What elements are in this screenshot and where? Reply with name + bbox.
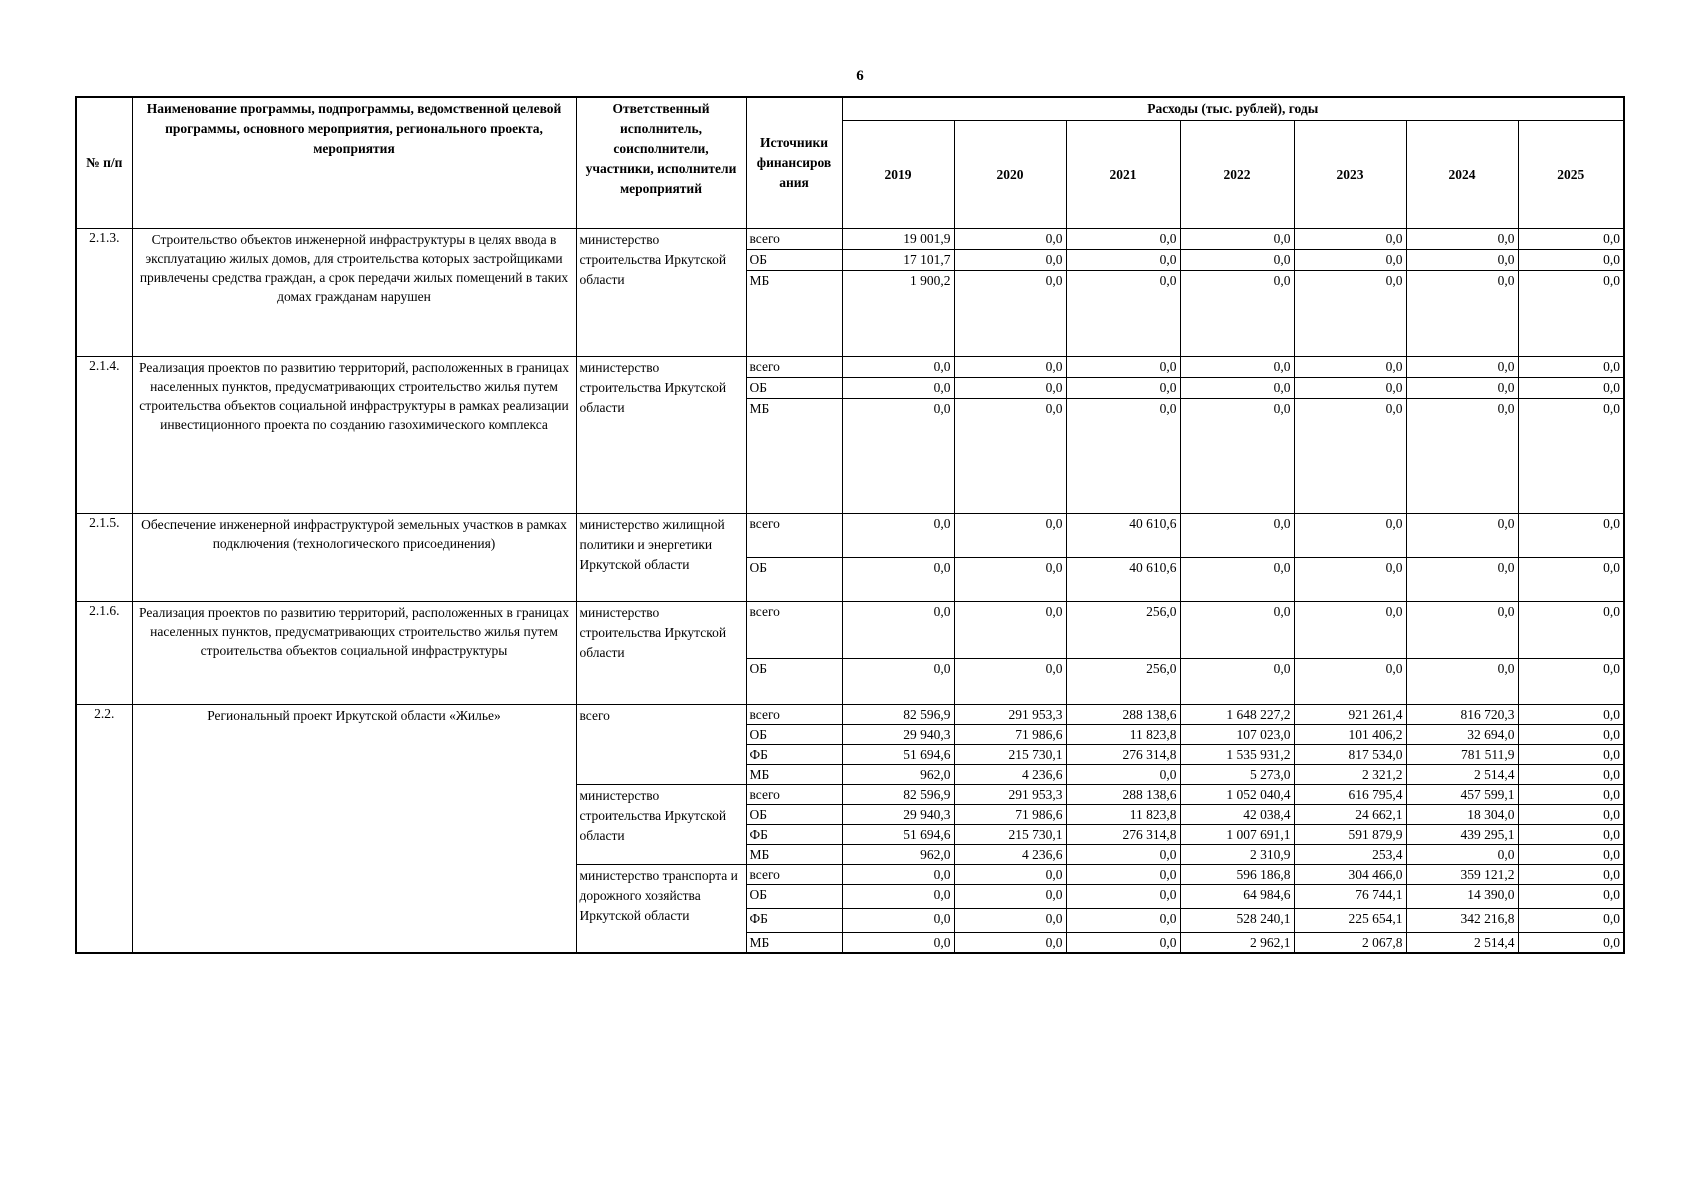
expense-value-2022: 0,0 xyxy=(1180,514,1294,558)
expense-value-2021: 288 138,6 xyxy=(1066,785,1180,805)
expense-value-2023: 304 466,0 xyxy=(1294,865,1406,885)
expense-value-2021: 40 610,6 xyxy=(1066,514,1180,558)
expense-value-2024: 0,0 xyxy=(1406,357,1518,378)
expense-value-2025: 0,0 xyxy=(1518,705,1624,725)
header-num: № п/п xyxy=(76,97,132,229)
expense-value-2024: 781 511,9 xyxy=(1406,745,1518,765)
expense-value-2023: 225 654,1 xyxy=(1294,909,1406,933)
funding-source: МБ xyxy=(746,271,842,357)
expense-value-2024: 0,0 xyxy=(1406,558,1518,602)
expense-value-2019: 0,0 xyxy=(842,933,954,954)
expense-value-2019: 0,0 xyxy=(842,909,954,933)
expense-value-2022: 0,0 xyxy=(1180,357,1294,378)
responsible-executor: министерство жилищной политики и энергетики Иркутской области xyxy=(576,514,746,602)
expense-value-2022: 0,0 xyxy=(1180,659,1294,705)
expense-value-2024: 0,0 xyxy=(1406,378,1518,399)
expense-value-2025: 0,0 xyxy=(1518,745,1624,765)
expense-value-2019: 0,0 xyxy=(842,399,954,514)
expense-value-2022: 42 038,4 xyxy=(1180,805,1294,825)
expense-value-2019: 0,0 xyxy=(842,865,954,885)
expense-value-2024: 816 720,3 xyxy=(1406,705,1518,725)
header-year: 2023 xyxy=(1294,121,1406,229)
expense-value-2024: 0,0 xyxy=(1406,514,1518,558)
expense-value-2025: 0,0 xyxy=(1518,765,1624,785)
expense-value-2020: 0,0 xyxy=(954,514,1066,558)
funding-source: МБ xyxy=(746,399,842,514)
funding-source: МБ xyxy=(746,765,842,785)
header-year: 2020 xyxy=(954,121,1066,229)
expense-value-2023: 253,4 xyxy=(1294,845,1406,865)
expense-value-2019: 1 900,2 xyxy=(842,271,954,357)
expense-value-2020: 215 730,1 xyxy=(954,745,1066,765)
table-row xyxy=(76,705,1624,725)
expense-value-2019: 0,0 xyxy=(842,659,954,705)
expense-value-2025: 0,0 xyxy=(1518,357,1624,378)
expense-value-2020: 0,0 xyxy=(954,909,1066,933)
header-responsible: Ответственный исполнитель, соисполнители, участники, исполнители мероприятий xyxy=(576,97,746,229)
expense-value-2025: 0,0 xyxy=(1518,805,1624,825)
expense-value-2020: 0,0 xyxy=(954,399,1066,514)
expense-value-2024: 0,0 xyxy=(1406,845,1518,865)
funding-source: ОБ xyxy=(746,659,842,705)
funding-source: ОБ xyxy=(746,250,842,271)
funding-source: ФБ xyxy=(746,909,842,933)
row-name: Обеспечение инженерной инфраструктурой земельных участков в рамках подключения (технологического присоединения) xyxy=(132,514,576,602)
expense-value-2023: 0,0 xyxy=(1294,602,1406,659)
funding-source: ОБ xyxy=(746,558,842,602)
funding-source: всего xyxy=(746,865,842,885)
expense-value-2023: 0,0 xyxy=(1294,399,1406,514)
expense-value-2021: 0,0 xyxy=(1066,271,1180,357)
table-row xyxy=(76,602,1624,659)
header-year: 2022 xyxy=(1180,121,1294,229)
header-year: 2021 xyxy=(1066,121,1180,229)
expense-value-2019: 29 940,3 xyxy=(842,725,954,745)
expense-value-2025: 0,0 xyxy=(1518,825,1624,845)
funding-source: ОБ xyxy=(746,805,842,825)
expense-value-2023: 0,0 xyxy=(1294,357,1406,378)
funding-source: всего xyxy=(746,602,842,659)
expense-value-2020: 215 730,1 xyxy=(954,825,1066,845)
expense-value-2021: 256,0 xyxy=(1066,602,1180,659)
expense-value-2025: 0,0 xyxy=(1518,725,1624,745)
expense-value-2022: 0,0 xyxy=(1180,271,1294,357)
expense-value-2025: 0,0 xyxy=(1518,250,1624,271)
table-row xyxy=(76,229,1624,250)
expense-value-2021: 0,0 xyxy=(1066,885,1180,909)
expense-value-2021: 276 314,8 xyxy=(1066,825,1180,845)
row-number: 2.1.6. xyxy=(76,602,132,705)
expense-value-2025: 0,0 xyxy=(1518,865,1624,885)
expense-value-2025: 0,0 xyxy=(1518,845,1624,865)
funding-source: всего xyxy=(746,705,842,725)
expense-value-2024: 14 390,0 xyxy=(1406,885,1518,909)
expense-value-2022: 596 186,8 xyxy=(1180,865,1294,885)
expense-value-2022: 528 240,1 xyxy=(1180,909,1294,933)
expense-value-2022: 0,0 xyxy=(1180,229,1294,250)
funding-source: ФБ xyxy=(746,745,842,765)
expense-value-2021: 11 823,8 xyxy=(1066,805,1180,825)
expense-value-2021: 0,0 xyxy=(1066,250,1180,271)
expense-value-2024: 0,0 xyxy=(1406,602,1518,659)
header-name: Наименование программы, подпрограммы, ведомственной целевой программы, основного мероприятия, регионального проекта, мероприятия xyxy=(132,97,576,229)
expense-value-2023: 0,0 xyxy=(1294,659,1406,705)
row-name: Строительство объектов инженерной инфраструктуры в целях ввода в эксплуатацию жилых домов, для строительства которых застройщиками привлечены средства граждан, а срок передачи жилых помещений в таких домах гражданам нарушен xyxy=(132,229,576,357)
expense-value-2019: 17 101,7 xyxy=(842,250,954,271)
header-sources: Источники финансиров ания xyxy=(746,97,842,229)
expense-value-2021: 0,0 xyxy=(1066,357,1180,378)
expense-value-2024: 0,0 xyxy=(1406,250,1518,271)
expense-value-2024: 0,0 xyxy=(1406,229,1518,250)
expense-value-2020: 0,0 xyxy=(954,378,1066,399)
expense-value-2021: 0,0 xyxy=(1066,399,1180,514)
expense-value-2019: 82 596,9 xyxy=(842,785,954,805)
expense-value-2019: 0,0 xyxy=(842,514,954,558)
expense-value-2024: 359 121,2 xyxy=(1406,865,1518,885)
row-number: 2.1.3. xyxy=(76,229,132,357)
expense-value-2023: 0,0 xyxy=(1294,250,1406,271)
expense-value-2022: 1 648 227,2 xyxy=(1180,705,1294,725)
expense-value-2021: 0,0 xyxy=(1066,909,1180,933)
expense-value-2022: 2 310,9 xyxy=(1180,845,1294,865)
expense-value-2024: 0,0 xyxy=(1406,399,1518,514)
table-row xyxy=(76,357,1624,378)
expense-value-2023: 0,0 xyxy=(1294,514,1406,558)
expense-value-2020: 0,0 xyxy=(954,659,1066,705)
budget-table xyxy=(75,96,1625,954)
header-year: 2019 xyxy=(842,121,954,229)
expense-value-2019: 19 001,9 xyxy=(842,229,954,250)
expense-value-2019: 51 694,6 xyxy=(842,745,954,765)
expense-value-2023: 2 067,8 xyxy=(1294,933,1406,954)
responsible-executor: министерство строительства Иркутской области xyxy=(576,229,746,357)
expense-value-2023: 0,0 xyxy=(1294,378,1406,399)
expense-value-2025: 0,0 xyxy=(1518,399,1624,514)
expense-value-2025: 0,0 xyxy=(1518,558,1624,602)
header-expenses: Расходы (тыс. рублей), годы xyxy=(842,97,1624,121)
expense-value-2023: 921 261,4 xyxy=(1294,705,1406,725)
expense-value-2019: 0,0 xyxy=(842,885,954,909)
funding-source: МБ xyxy=(746,845,842,865)
expense-value-2020: 0,0 xyxy=(954,558,1066,602)
row-name: Реализация проектов по развитию территорий, расположенных в границах населенных пунктов, предусматривающих строительство жилья путем строительства объектов социальной инфраструктуры в рамках реализации инвестиционного проекта по созданию газохимического комплекса xyxy=(132,357,576,514)
expense-value-2023: 591 879,9 xyxy=(1294,825,1406,845)
expense-value-2024: 32 694,0 xyxy=(1406,725,1518,745)
funding-source: ОБ xyxy=(746,378,842,399)
expense-value-2022: 1 007 691,1 xyxy=(1180,825,1294,845)
expense-value-2025: 0,0 xyxy=(1518,229,1624,250)
expense-value-2022: 5 273,0 xyxy=(1180,765,1294,785)
expense-value-2020: 0,0 xyxy=(954,865,1066,885)
expense-value-2022: 0,0 xyxy=(1180,602,1294,659)
row-name: Реализация проектов по развитию территорий, расположенных в границах населенных пунктов, предусматривающих строительство жилья путем строительства объектов социальной инфраструктуры xyxy=(132,602,576,705)
expense-value-2020: 0,0 xyxy=(954,271,1066,357)
expense-value-2023: 2 321,2 xyxy=(1294,765,1406,785)
expense-value-2020: 0,0 xyxy=(954,250,1066,271)
expense-value-2025: 0,0 xyxy=(1518,602,1624,659)
expense-value-2023: 616 795,4 xyxy=(1294,785,1406,805)
expense-value-2025: 0,0 xyxy=(1518,933,1624,954)
expense-value-2021: 0,0 xyxy=(1066,845,1180,865)
expense-value-2019: 0,0 xyxy=(842,357,954,378)
expense-value-2024: 439 295,1 xyxy=(1406,825,1518,845)
expense-value-2023: 0,0 xyxy=(1294,558,1406,602)
row-number: 2.2. xyxy=(76,705,132,954)
expense-value-2020: 291 953,3 xyxy=(954,705,1066,725)
expense-value-2025: 0,0 xyxy=(1518,271,1624,357)
expense-value-2021: 0,0 xyxy=(1066,229,1180,250)
funding-source: ОБ xyxy=(746,725,842,745)
expense-value-2020: 71 986,6 xyxy=(954,725,1066,745)
expense-value-2020: 4 236,6 xyxy=(954,845,1066,865)
expense-value-2025: 0,0 xyxy=(1518,659,1624,705)
expense-value-2020: 0,0 xyxy=(954,602,1066,659)
expense-value-2021: 256,0 xyxy=(1066,659,1180,705)
expense-value-2024: 2 514,4 xyxy=(1406,765,1518,785)
expense-value-2024: 457 599,1 xyxy=(1406,785,1518,805)
expense-value-2023: 817 534,0 xyxy=(1294,745,1406,765)
expense-value-2022: 0,0 xyxy=(1180,250,1294,271)
expense-value-2021: 0,0 xyxy=(1066,933,1180,954)
funding-source: всего xyxy=(746,229,842,250)
expense-value-2020: 0,0 xyxy=(954,885,1066,909)
responsible-executor: министерство строительства Иркутской области xyxy=(576,357,746,514)
expense-value-2022: 0,0 xyxy=(1180,399,1294,514)
expense-value-2020: 4 236,6 xyxy=(954,765,1066,785)
expense-value-2025: 0,0 xyxy=(1518,514,1624,558)
table-row xyxy=(76,514,1624,558)
expense-value-2023: 76 744,1 xyxy=(1294,885,1406,909)
responsible-executor: всего xyxy=(576,705,746,785)
funding-source: ОБ xyxy=(746,885,842,909)
expense-value-2022: 1 052 040,4 xyxy=(1180,785,1294,805)
row-number: 2.1.5. xyxy=(76,514,132,602)
expense-value-2022: 107 023,0 xyxy=(1180,725,1294,745)
expense-value-2019: 0,0 xyxy=(842,378,954,399)
expense-value-2019: 962,0 xyxy=(842,765,954,785)
expense-value-2022: 1 535 931,2 xyxy=(1180,745,1294,765)
expense-value-2023: 24 662,1 xyxy=(1294,805,1406,825)
expense-value-2023: 0,0 xyxy=(1294,229,1406,250)
expense-value-2021: 0,0 xyxy=(1066,865,1180,885)
responsible-executor: министерство транспорта и дорожного хозяйства Иркутской области xyxy=(576,865,746,954)
expense-value-2024: 2 514,4 xyxy=(1406,933,1518,954)
expense-value-2019: 0,0 xyxy=(842,602,954,659)
expense-value-2019: 0,0 xyxy=(842,558,954,602)
expense-value-2022: 0,0 xyxy=(1180,378,1294,399)
header-year: 2025 xyxy=(1518,121,1624,229)
expense-value-2020: 0,0 xyxy=(954,357,1066,378)
funding-source: ФБ xyxy=(746,825,842,845)
expense-value-2023: 0,0 xyxy=(1294,271,1406,357)
page-number: 6 xyxy=(856,68,864,84)
responsible-executor: министерство строительства Иркутской области xyxy=(576,785,746,865)
expense-value-2019: 962,0 xyxy=(842,845,954,865)
expense-value-2020: 291 953,3 xyxy=(954,785,1066,805)
expense-value-2024: 18 304,0 xyxy=(1406,805,1518,825)
responsible-executor: министерство строительства Иркутской области xyxy=(576,602,746,705)
row-name: Региональный проект Иркутской области «Жилье» xyxy=(132,705,576,954)
expense-value-2020: 71 986,6 xyxy=(954,805,1066,825)
expense-value-2020: 0,0 xyxy=(954,933,1066,954)
expense-value-2020: 0,0 xyxy=(954,229,1066,250)
expense-value-2023: 101 406,2 xyxy=(1294,725,1406,745)
expense-value-2021: 11 823,8 xyxy=(1066,725,1180,745)
expense-value-2022: 64 984,6 xyxy=(1180,885,1294,909)
expense-value-2024: 0,0 xyxy=(1406,271,1518,357)
funding-source: МБ xyxy=(746,933,842,954)
expense-value-2025: 0,0 xyxy=(1518,909,1624,933)
table-body xyxy=(76,229,1624,954)
expense-value-2021: 40 610,6 xyxy=(1066,558,1180,602)
expense-value-2025: 0,0 xyxy=(1518,785,1624,805)
funding-source: всего xyxy=(746,514,842,558)
row-number: 2.1.4. xyxy=(76,357,132,514)
expense-value-2021: 276 314,8 xyxy=(1066,745,1180,765)
header-year: 2024 xyxy=(1406,121,1518,229)
expense-value-2021: 0,0 xyxy=(1066,378,1180,399)
expense-value-2019: 82 596,9 xyxy=(842,705,954,725)
expense-value-2021: 0,0 xyxy=(1066,765,1180,785)
funding-source: всего xyxy=(746,785,842,805)
funding-source: всего xyxy=(746,357,842,378)
expense-value-2022: 0,0 xyxy=(1180,558,1294,602)
expense-value-2024: 0,0 xyxy=(1406,659,1518,705)
expense-value-2019: 29 940,3 xyxy=(842,805,954,825)
expense-value-2025: 0,0 xyxy=(1518,378,1624,399)
expense-value-2019: 51 694,6 xyxy=(842,825,954,845)
expense-value-2022: 2 962,1 xyxy=(1180,933,1294,954)
expense-value-2024: 342 216,8 xyxy=(1406,909,1518,933)
expense-value-2025: 0,0 xyxy=(1518,885,1624,909)
expense-value-2021: 288 138,6 xyxy=(1066,705,1180,725)
